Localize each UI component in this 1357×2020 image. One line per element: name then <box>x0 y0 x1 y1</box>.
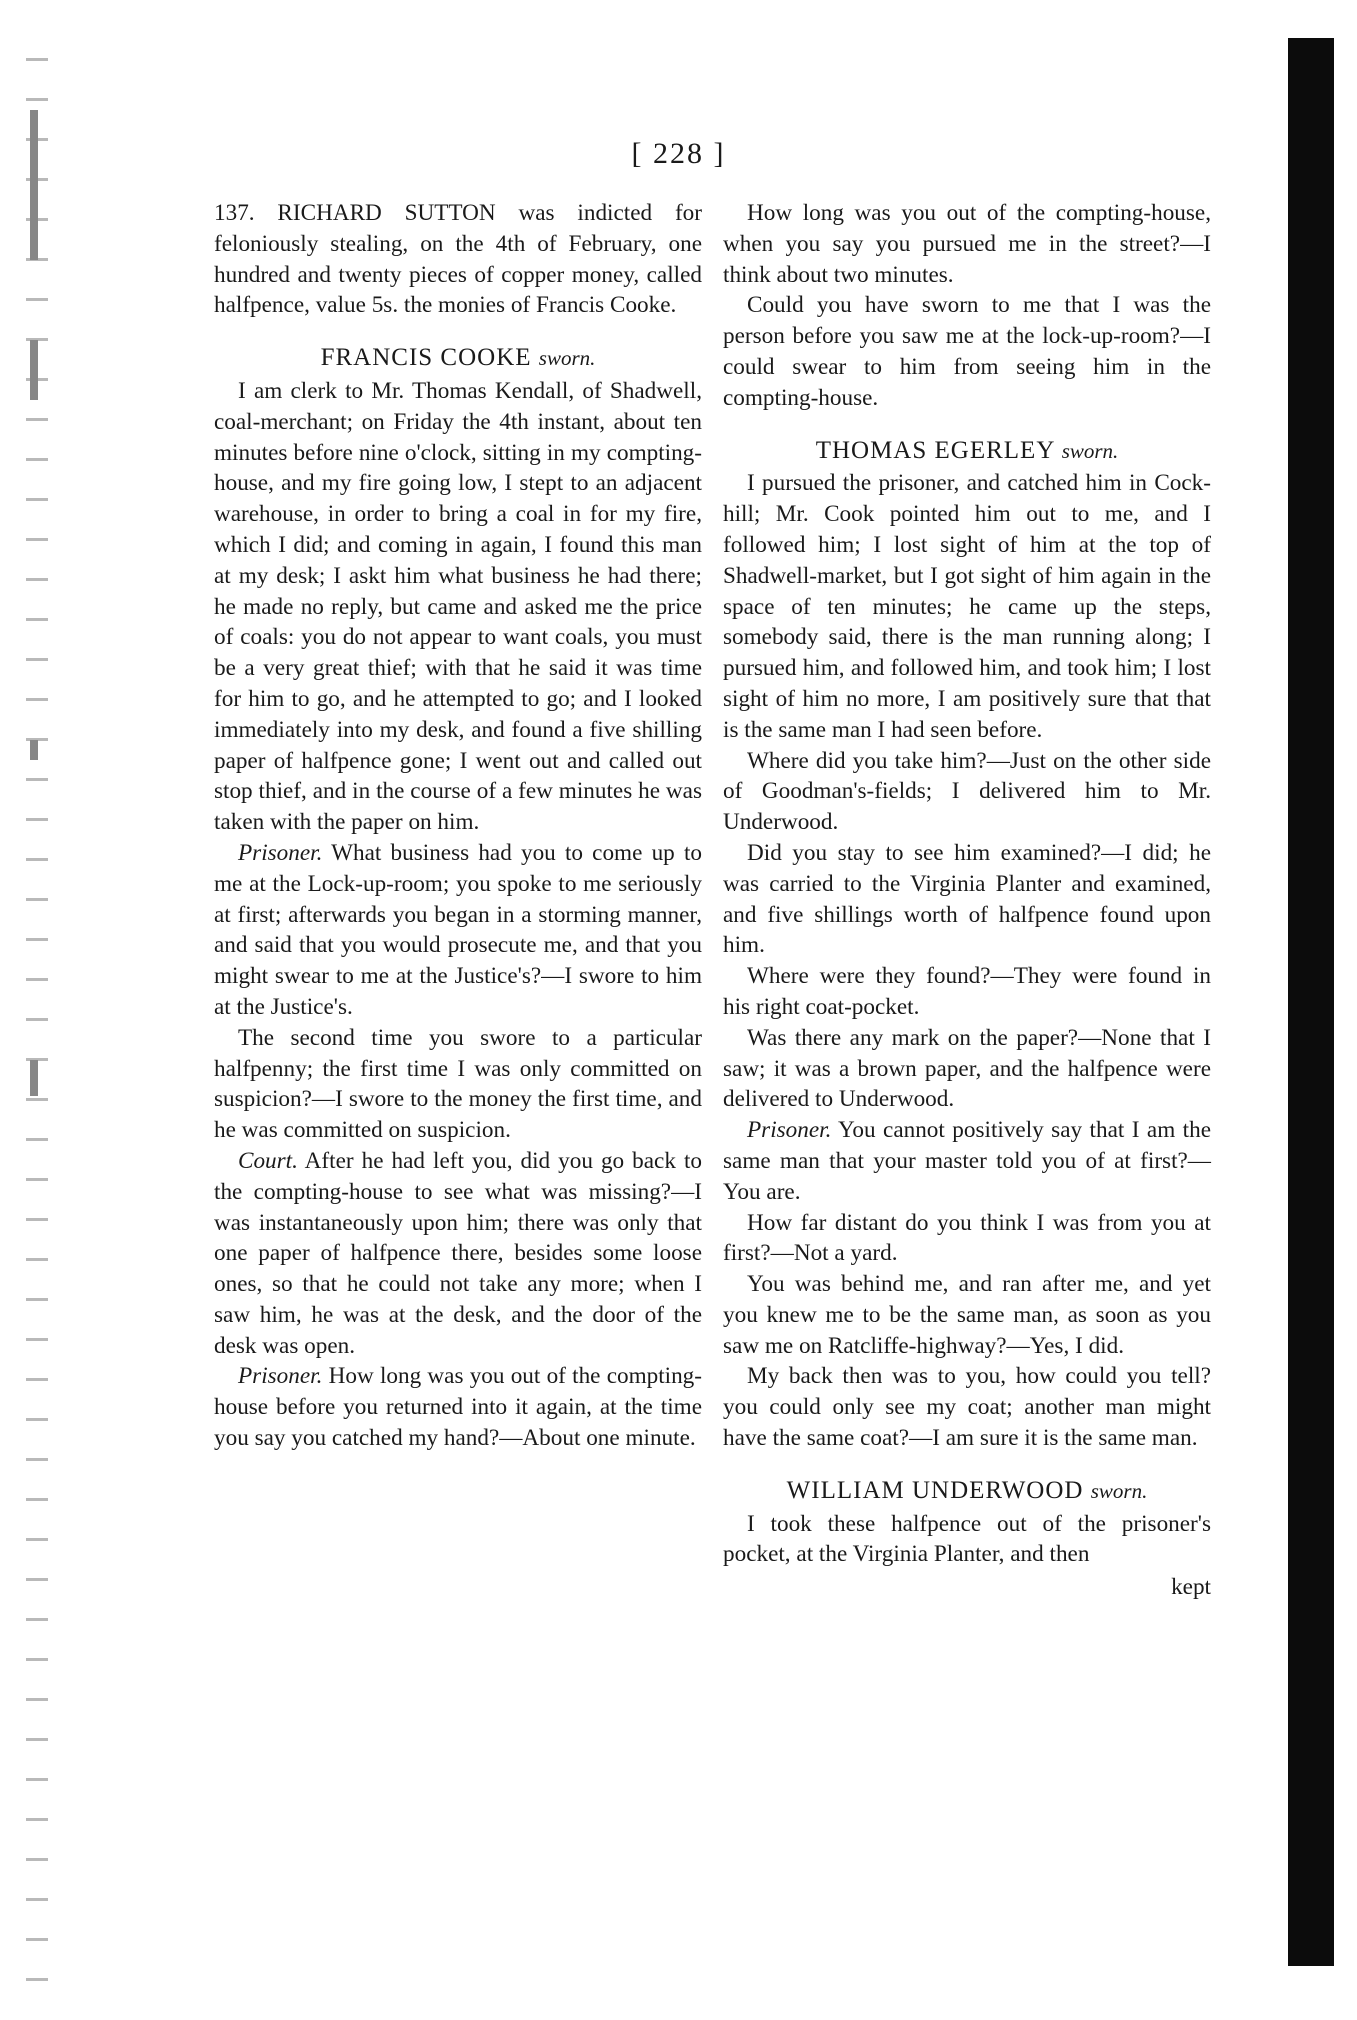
scan-mark <box>30 340 38 400</box>
witness-heading <box>723 1476 1211 1507</box>
testimony-paragraph: Could you have sworn to me that I was the person before you saw me at the lock-up-room?—I could swear to him from seeing him in the compting-house. <box>723 292 1211 411</box>
sworn-label: sworn. <box>1061 438 1119 463</box>
testimony-paragraph <box>214 838 702 1023</box>
testimony-paragraph: I took these halfpence out of the prisoner's pocket, at the Virginia Planter, and then <box>723 1510 1211 1568</box>
indictment-paragraph: 137. RICHARD SUTTON was indicted for feloniously stealing, on the 4th of February, one hundred and twenty pieces of copper money, called halfpence, value 5s. the monies of Francis Cooke. <box>214 200 702 319</box>
testimony-paragraph: The second time you swore to a particular halfpenny; the first time I was only committed on suspicion?—I swore to the money the first time, and he was committed on suspicion. <box>214 1024 702 1144</box>
testimony-paragraph: I pursued the prisoner, and catched him in Cock-hill; Mr. Cook pointed him out to me, and I followed him; I lost sight of him at the top of Shadwell-market, but I got sight of him again in the space of ten minutes; he came up the steps, somebody said, there is the man running along; I pursued him, and followed him, and took him; I lost sight of him no more, I am positively sure that that is the same man I had seen before. <box>723 470 1211 743</box>
testimony-paragraph: Was there any mark on the paper?—None that I saw; it was a brown paper, and the halfpence were delivered to Underwood. <box>723 1024 1211 1113</box>
right-column <box>723 198 1211 1603</box>
testimony-paragraph: Where did you take him?—Just on the other side of Goodman's-fields; I delivered him to Mr. Underwood. <box>723 747 1211 836</box>
witness-heading <box>214 343 702 374</box>
testimony-paragraph: I am clerk to Mr. Thomas Kendall, of Shadwell, coal-merchant; on Friday the 4th instant, about ten minutes before nine o'clock, sitting in my compting-house, and my fire going low, I stept to an adjacent warehouse, in order to bring a coal in for my fire, which I did; and coming in again, I found this man at my desk; I askt him what business he had there; he made no reply, but came and asked me the price of coals: you do not appear to want coals, you must be a very great thief; with that he said it was time for him to go, and he attempted to go; and I looked immediately into my desk, and found a five shilling paper of halfpence gone; I went out and called out stop thief, and in the course of a few minutes he was taken with the paper on him. <box>214 377 702 836</box>
testimony-paragraph: Where were they found?—They were found in his right coat-pocket. <box>723 963 1211 1020</box>
testimony-paragraph: Did you stay to see him examined?—I did; he was carried to the Virginia Planter and examined, and five shillings worth of halfpence found upon him. <box>723 839 1211 959</box>
testimony-paragraph: My back then was to you, how could you tell? you could only see my coat; another man might have the same coat?—I am sure it is the same man. <box>723 1363 1211 1452</box>
testimony-paragraph <box>723 1115 1211 1207</box>
testimony-paragraph <box>214 1361 702 1453</box>
sworn-label: sworn. <box>538 346 596 371</box>
testimony-paragraph: How far distant do you think I was from you at first?—Not a yard. <box>723 1209 1211 1267</box>
witness-name: WILLIAM UNDERWOOD <box>786 1476 1084 1504</box>
witness-name: FRANCIS COOKE <box>320 344 532 372</box>
testimony-paragraph: How long was you out of the compting-house, when you say you pursued me in the street?—I think about two minutes. <box>723 200 1211 288</box>
scan-mark <box>30 110 38 260</box>
speaker-label: Prisoner. <box>238 839 323 866</box>
scan-binding-edge <box>1288 38 1334 1966</box>
left-column <box>214 198 702 1454</box>
testimony-text: What business had you to come up to me at the Lock-up-room; you spoke to me seriously at first; afterwards you began in a storming manner, and said that you would prosecute me, and that you might swear to me at the Justice's?—I swore to him at the Justice's. <box>214 839 702 1020</box>
scan-edge-artifact <box>26 40 48 2000</box>
testimony-text: How long was you out of the compting-house before you returned into it again, at the time you say you catched my hand?—About one minute. <box>214 1363 702 1452</box>
speaker-label: Prisoner. <box>747 1117 832 1144</box>
testimony-paragraph <box>214 1146 702 1362</box>
sworn-label: sworn. <box>1090 1478 1148 1503</box>
scan-mark <box>30 1060 38 1096</box>
witness-heading <box>723 436 1211 467</box>
catchword: kept <box>1171 1574 1211 1601</box>
scan-mark <box>30 740 38 760</box>
testimony-text: After he had left you, did you go back to the compting-house to see what was missing?—I was instantaneously upon him; there was only that one paper of halfpence there, besides some loose ones, so that he could not take any more; when I saw him, he was at the desk, and the door of the desk was open. <box>214 1147 702 1359</box>
speaker-label: Court. <box>238 1147 298 1174</box>
witness-name: THOMAS EGERLEY <box>815 436 1055 464</box>
testimony-text: You cannot positively say that I am the same man that your master told you of at first?—You are. <box>723 1117 1212 1205</box>
speaker-label: Prisoner. <box>238 1363 323 1390</box>
page-number: [ 228 ] <box>631 137 726 170</box>
testimony-paragraph: You was behind me, and ran after me, and yet you knew me to be the same man, as soon as you saw me on Ratcliffe-highway?—Yes, I did. <box>723 1271 1211 1359</box>
